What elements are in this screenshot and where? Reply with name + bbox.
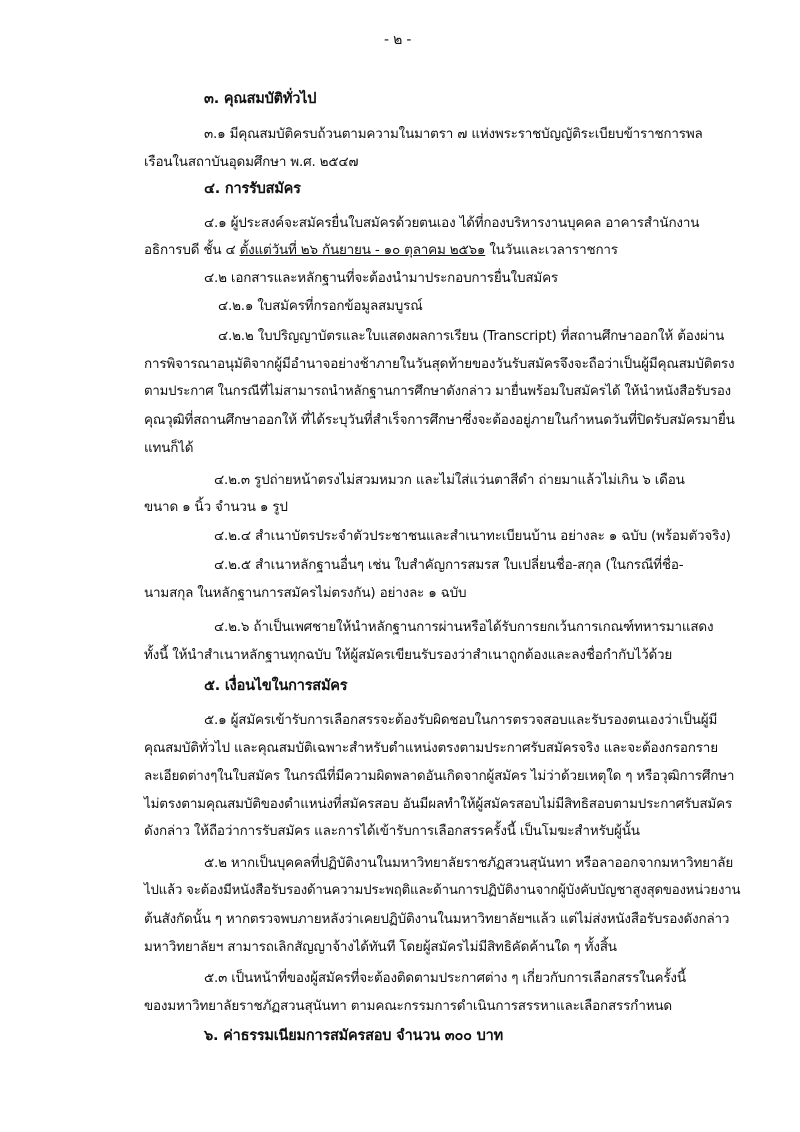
clause-5-2-line-1: ๕.๒ หากเป็นบุคคลที่ปฏิบัติงานในมหาวิทยาลัยราชภัฏสวนสุนันทา หรือลาออกจากมหาวิทยาลัย: [204, 855, 734, 871]
clause-5-1-line-2: คุณสมบัติทั่วไป และคุณสมบัติเฉพาะสำหรับตำแหน่งตรงตามประกาศรับสมัครจริง และจะต้องกรอกราย: [144, 740, 718, 756]
clause-4-1-line-2: [144, 240, 618, 260]
clause-4-1-hours: ในวันและเวลาราชการ: [485, 242, 618, 258]
clause-5-2-line-4: มหาวิทยาลัยฯ สามารถเลิกสัญญาจ้างได้ทันที โดยผู้สมัครไม่มีสิทธิคัดค้านใด ๆ ทั้งสิ้น: [144, 939, 617, 955]
clause-4-2-6-line-2: ทั้งนี้ ให้นำสำเนาหลักฐานทุกฉบับ ให้ผู้สมัครเขียนรับรองว่าสำเนาถูกต้องและลงชื่อกำกับไว้ด้วย: [144, 647, 673, 663]
clause-4-2-2-line-4: คุณวุฒิที่สถานศึกษาออกให้ ที่ได้ระบุวันที่สำเร็จการศึกษาซึ่งจะต้องอยู่ภายในกำหนดวันที่ปิดรับสมัครมายื่น: [144, 412, 735, 428]
section-6-heading: ๖. ค่าธรรมเนียมการสมัครสอบ จำนวน ๓๐๐ บาท: [204, 1028, 503, 1044]
section-3-heading: ๓. คุณสมบัติทั่วไป: [204, 91, 317, 107]
clause-5-1-line-4: ไม่ตรงตามคุณสมบัติของตำแหน่งที่สมัครสอบ อันมีผลทำให้ผู้สมัครสอบไม่มีสิทธิสอบตามประกาศรับสมัคร: [144, 796, 733, 812]
clause-4-2-5-line-1: ๔.๒.๕ สำเนาหลักฐานอื่นๆ เช่น ใบสำคัญการสมรส ใบเปลี่ยนชื่อ-สกุล (ในกรณีที่ชื่อ-: [214, 557, 684, 573]
clause-4-2-4: ๔.๒.๔ สำเนาบัตรประจำตัวประชาชนและสำเนาทะเบียนบ้าน อย่างละ ๑ ฉบับ (พร้อมตัวจริง): [214, 528, 731, 544]
clause-5-2-line-2: ไปแล้ว จะต้องมีหนังสือรับรองด้านความประพฤติและด้านการปฏิบัติงานจากผู้บังคับบัญชาสูงสุดของหน่วยงาน: [144, 883, 741, 898]
application-period: ตั้งแต่วันที่ ๒๖ กันยายน - ๑๐ ตุลาคม ๒๕๖๑: [239, 242, 486, 258]
clause-4-2-2-line-1: ๔.๒.๒ ใบปริญญาบัตรและใบแสดงผลการเรียน (Transcript) ที่สถานศึกษาออกให้ ต้องผ่าน: [218, 328, 725, 344]
clause-5-3-line-2: ของมหาวิทยาลัยราชภัฏสวนสุนันทา ตามคณะกรรมการดำเนินการสรรหาและเลือกสรรกำหนด: [144, 998, 672, 1014]
clause-4-2-2-line-3: ตามประกาศ ในกรณีที่ไม่สามารถนำหลักฐานการศึกษาดังกล่าว มายื่นพร้อมใบสมัครได้ ให้นำหนังสือรับรอง: [144, 384, 731, 399]
section-4-heading: ๔. การรับสมัคร: [204, 181, 301, 197]
clause-4-2-1: ๔.๒.๑ ใบสมัครที่กรอกข้อมูลสมบูรณ์: [218, 298, 423, 314]
clause-4-2-3-line-2: ขนาด ๑ นิ้ว จำนวน ๑ รูป: [144, 499, 288, 515]
clause-4-2-2-line-2: การพิจารณาอนุมัติจากผู้มีอำนาจอย่างช้าภายในวันสุดท้ายของวันรับสมัครจึงจะถือว่าเป็นผู้มีคุณสมบัติตรง: [144, 356, 735, 372]
clause-4-2-3-line-1: ๔.๒.๓ รูปถ่ายหน้าตรงไม่สวมหมวก และไม่ใส่แว่นตาสีดำ ถ่ายมาแล้วไม่เกิน ๖ เดือน: [214, 472, 685, 488]
clause-5-3-line-1: ๕.๓ เป็นหน้าที่ของผู้สมัครที่จะต้องติดตามประกาศต่าง ๆ เกี่ยวกับการเลือกสรรในครั้งนี้: [204, 970, 686, 986]
clause-3-1-line-2: เรือนในสถาบันอุดมศึกษา พ.ศ. ๒๕๔๗: [144, 154, 359, 170]
clause-3-1-line-1: ๓.๑ มีคุณสมบัติครบถ้วนตามความในมาตรา ๗ แห่งพระราชบัญญัติระเบียบข้าราชการพล: [204, 126, 703, 142]
clause-4-2-2-line-5: แทนก็ได้: [144, 440, 194, 456]
clause-5-2-line-3: ต้นสังกัดนั้น ๆ หากตรวจพบภายหลังว่าเคยปฏิบัติงานในมหาวิทยาลัยฯแล้ว แต่ไม่ส่งหนังสือรับรองดังกล่าว: [144, 911, 730, 927]
clause-5-1-line-5: ดังกล่าว ให้ถือว่าการรับสมัคร และการได้เข้ารับการเลือกสรรครั้งนี้ เป็นโมฆะสำหรับผู้นั้น: [144, 823, 640, 839]
clause-5-1-line-3: ละเอียดต่างๆในใบสมัคร ในกรณีที่มีความผิดพลาดอันเกิดจากผู้สมัคร ไม่ว่าด้วยเหตุใด ๆ หรือวุฒิการศึกษา: [144, 768, 735, 784]
page-number: - ๒ -: [384, 32, 412, 48]
section-5-heading: ๕. เงื่อนไขในการสมัคร: [204, 678, 348, 694]
clause-4-2-5-line-2: นามสกุล ในหลักฐานการสมัครไม่ตรงกัน) อย่างละ ๑ ฉบับ: [144, 585, 467, 601]
clause-4-1-line-1: ๔.๑ ผู้ประสงค์จะสมัครยื่นใบสมัครด้วยตนเอง ได้ที่กองบริหารงานบุคคล อาคารสำนักงาน: [204, 215, 700, 231]
clause-5-1-line-1: ๕.๑ ผู้สมัครเข้ารับการเลือกสรรจะต้องรับผิดชอบในการตรวจสอบและรับรองตนเองว่าเป็นผู้มี: [204, 712, 718, 728]
clause-4-1-building: อธิการบดี ชั้น ๔: [144, 242, 240, 258]
clause-4-2: ๔.๒ เอกสารและหลักฐานที่จะต้องนำมาประกอบการยื่นใบสมัคร: [204, 270, 558, 286]
clause-4-2-6-line-1: ๔.๒.๖ ถ้าเป็นเพศชายให้นำหลักฐานการผ่านหรือได้รับการยกเว้นการเกณฑ์ทหารมาแสดง: [214, 619, 714, 635]
